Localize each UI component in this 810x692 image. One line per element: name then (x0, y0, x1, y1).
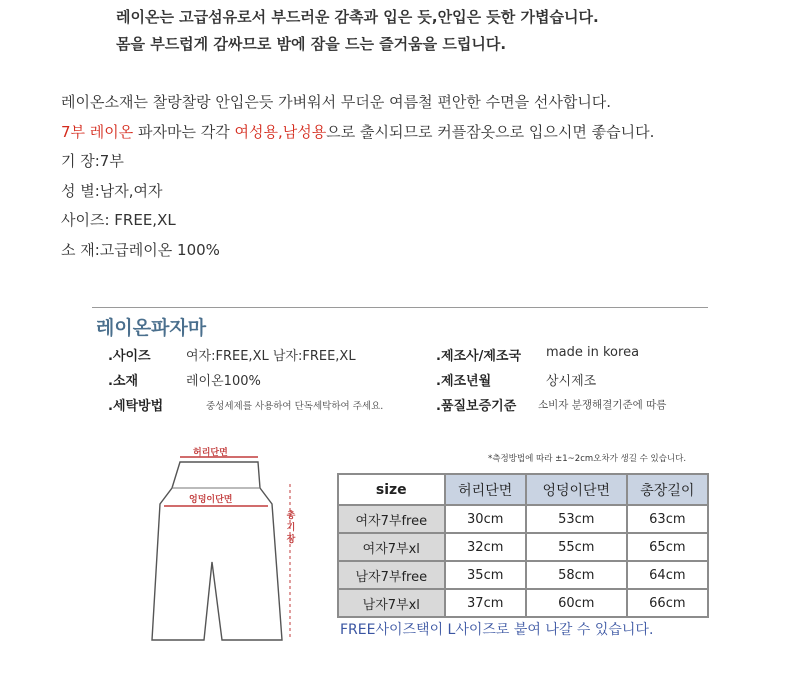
length-label: 총기장 (286, 511, 296, 545)
spec-value: 레이온100% (186, 374, 261, 389)
spec-row-size (108, 345, 356, 364)
product-title: 레이온파자마 (96, 317, 207, 339)
table-cell: 53cm (526, 505, 627, 533)
spec-size: 사이즈: FREE,XL (61, 211, 176, 229)
spec-key: .소재 (108, 374, 139, 389)
table-row (338, 561, 708, 589)
description (61, 88, 654, 265)
measure-note: *측정방법에 따라 ±1~2cm오차가 생길 수 있습니다. (488, 454, 687, 464)
table-cell: 63cm (627, 505, 708, 533)
spec-length: 기 장:7부 (61, 152, 124, 170)
table-cell: 35cm (445, 561, 526, 589)
spec-row-warranty (436, 395, 667, 414)
table-row (338, 505, 708, 533)
row-label: 여자7부xl (338, 533, 445, 561)
table-cell: 37cm (445, 589, 526, 617)
header-cell: 허리단면 (445, 474, 526, 505)
spec-value: made in korea (546, 345, 640, 360)
highlight-text: 7부 레이온 (61, 122, 134, 141)
intro-text (116, 4, 599, 58)
table-cell: 66cm (627, 589, 708, 617)
spec-key: .세탁방법 (108, 399, 164, 414)
spec-key: .제조사/제조국 (436, 349, 522, 364)
table-cell: 65cm (627, 533, 708, 561)
spec-value: 중성세제를 사용하여 단독세탁하여 주세요. (206, 401, 384, 412)
spec-row-wash (108, 395, 384, 414)
spec-key: .제조년월 (436, 374, 492, 389)
spec-gender: 성 별:남자,여자 (61, 181, 163, 200)
table-cell: 30cm (445, 505, 526, 533)
waist-label: 허리단면 (193, 448, 228, 458)
table-cell: 32cm (445, 533, 526, 561)
intro-line: 레이온는 고급섬유로서 부드러운 감촉과 입은 듯,안입은 듯한 가볍습니다. (116, 8, 599, 26)
spec-row-material (108, 370, 261, 389)
header-cell: 엉덩이단면 (526, 474, 627, 505)
spec-value: 상시제조 (546, 374, 597, 389)
table-cell: 58cm (526, 561, 627, 589)
header-cell: size (338, 474, 445, 505)
spec-row-maker (436, 345, 640, 364)
intro-line: 몸을 부드럽게 감싸므로 밤에 잠을 드는 즐거움을 드립니다. (116, 35, 507, 53)
row-label: 남자7부xl (338, 589, 445, 617)
spec-value: 소비자 분쟁해결기준에 따름 (538, 399, 667, 411)
table-cell: 55cm (526, 533, 627, 561)
table-row (338, 589, 708, 617)
row-label: 남자7부free (338, 561, 445, 589)
spec-material: 소 재:고급레이온 100% (61, 240, 220, 259)
divider (92, 307, 708, 308)
spec-row-date (436, 370, 597, 389)
desc-line-couple (61, 118, 654, 148)
table-header-row (338, 474, 708, 505)
desc-text: 파자마는 각각 (133, 122, 235, 141)
desc-line: 레이온소재는 찰랑찰랑 안입은듯 가벼워서 무더운 여름철 편안한 수면을 선사합니다. (61, 93, 612, 111)
desc-text: 으로 출시되므로 커플잠옷으로 입으시면 좋습니다. (326, 122, 655, 141)
spec-value: 여자:FREE,XL 남자:FREE,XL (186, 349, 356, 364)
size-table (337, 473, 709, 618)
spec-key: .품질보증기준 (436, 399, 517, 414)
highlight-text: 여성용,남성용 (234, 122, 327, 141)
header-cell: 총장길이 (627, 474, 708, 505)
table-cell: 60cm (526, 589, 627, 617)
table-row (338, 533, 708, 561)
spec-key: .사이즈 (108, 349, 151, 364)
row-label: 여자7부free (338, 505, 445, 533)
table-cell: 64cm (627, 561, 708, 589)
size-tag-note: FREE사이즈택이 L사이즈로 붙여 나갈 수 있습니다. (340, 622, 654, 638)
hip-label: 엉덩이단면 (189, 495, 233, 505)
pants-outline (152, 462, 282, 640)
